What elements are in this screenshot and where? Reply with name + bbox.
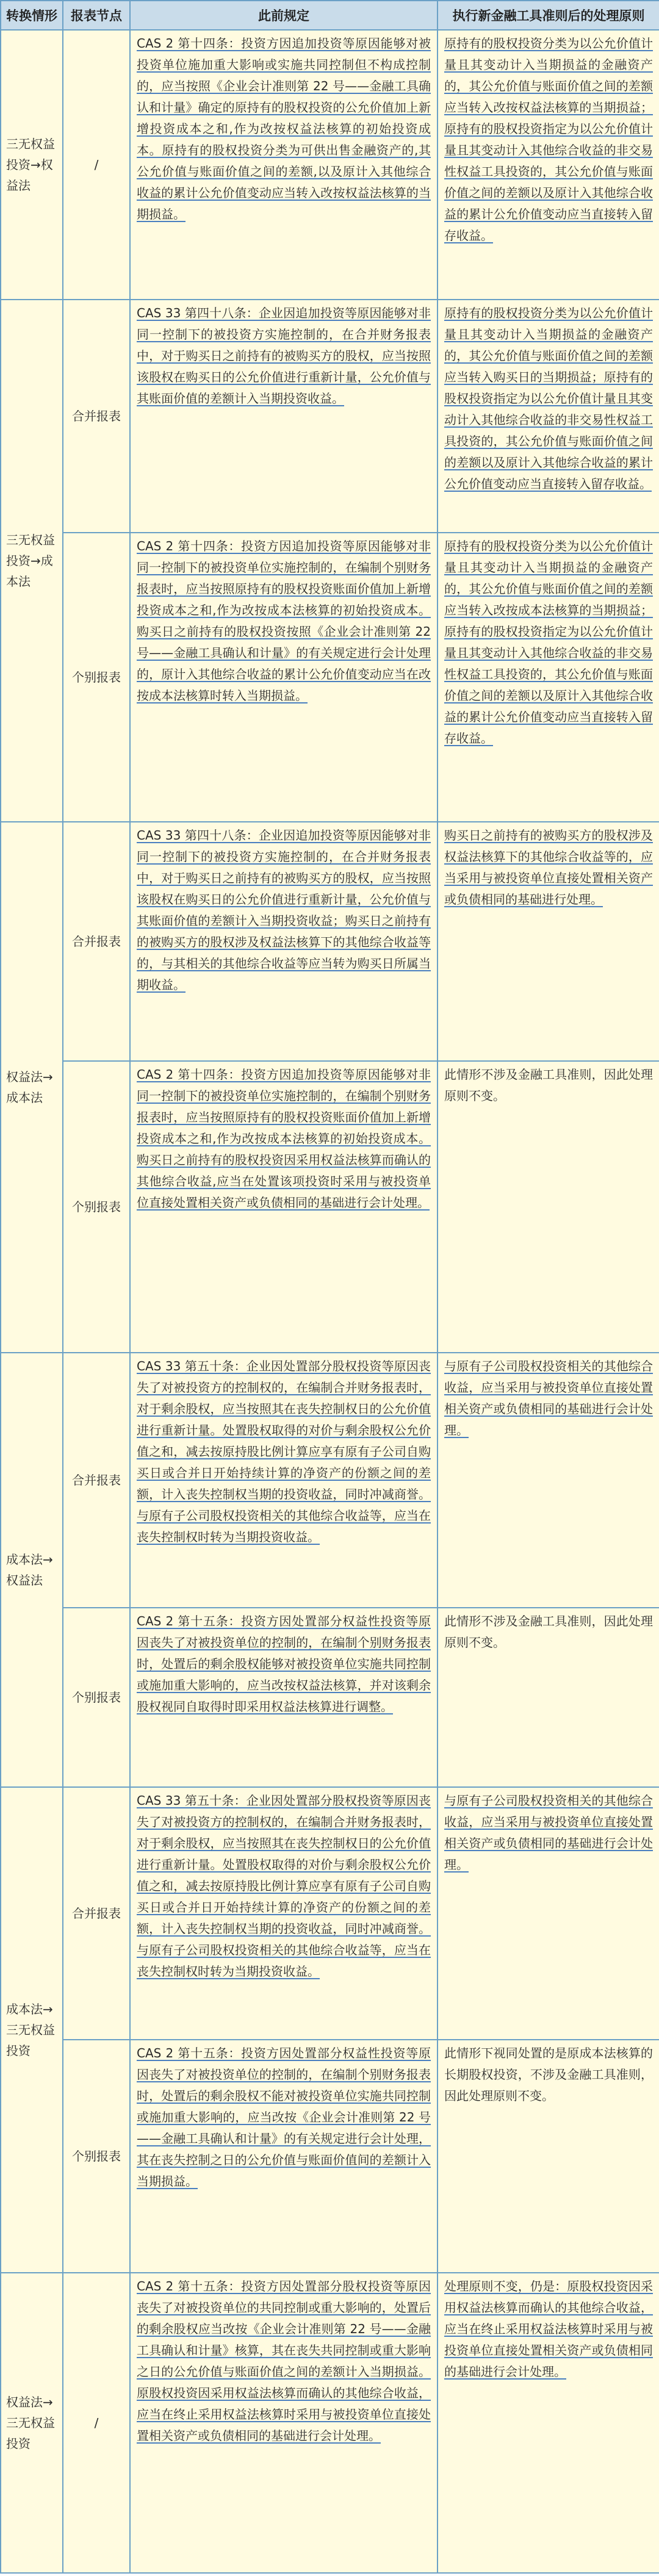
previous-rule bbox=[130, 822, 438, 1061]
report-node: / bbox=[63, 30, 130, 300]
previous-rule-text: CAS 2 第十四条：投资方因追加投资等原因能够对非同一控制下的被投资单位实施控制的，在编制个别财务报表时，应当按照原持有的股权投资账面价值加上新增投资成本之和,作为改按成本法核算的初始投资成本。购买日之前持有的股权投资按照《企业会计准则第 22 号——金融工具确认和计量》的有关规定进行会计处理的，原计入其他综合收益的累计公允价值变动应当在改按成本法核算时转入当期损益。 bbox=[137, 539, 431, 703]
table-row bbox=[1, 1787, 659, 2040]
previous-rule-text: CAS 2 第十五条：投资方因处置部分权益性投资等原因丧失了对被投资单位的控制的，在编制个别财务报表时，处置后的剩余股权能够对被投资单位实施共同控制或施加重大影响的，应当改按权益法核算，并对该剩余股权视同自取得时即采用权益法核算进行调整。 bbox=[137, 1614, 431, 1714]
new-principle-text: 此情形下视同处置的是原成本法核算的长期股权投资，不涉及金融工具准则，因此处理原则不变。 bbox=[444, 2046, 653, 2103]
table-row bbox=[1, 533, 659, 822]
new-principle-text: 与原有子公司股权投资相关的其他综合收益，应当采用与被投资单位直接处置相关资产或负债相同的基础进行会计处理。 bbox=[444, 1793, 653, 1872]
transition-type: 三无权益投资→权益法 bbox=[1, 30, 63, 300]
new-principle bbox=[438, 2273, 659, 2573]
table-row bbox=[1, 30, 659, 300]
table-row bbox=[1, 2273, 659, 2573]
new-principle bbox=[438, 1608, 659, 1787]
new-principle bbox=[438, 30, 659, 300]
new-principle bbox=[438, 1787, 659, 2040]
transition-type: 权益法→成本法 bbox=[1, 822, 63, 1353]
report-node: 合并报表 bbox=[63, 1353, 130, 1608]
new-principle-text: 原持有的股权投资分类为以公允价值计量且其变动计入当期损益的金融资产的，其公允价值与账面价值之间的差额应当转入改按成本法核算的当期损益；原持有的股权投资指定为以公允价值计量且其变动计入其他综合收益的非交易性权益工具投资的，其公允价值与账面价值之间的差额以及原计入其他综合收益的累计公允价值变动应当直接转入留存收益。 bbox=[444, 539, 653, 746]
new-principle-text: 此情形不涉及金融工具准则，因此处理原则不变。 bbox=[444, 1614, 653, 1650]
new-principle-text: 处理原则不变，仍是：原股权投资因采用权益法核算而确认的其他综合收益，应当在终止采用权益法核算时采用与被投资单位直接处置相关资产或负债相同的基础进行会计处理。 bbox=[444, 2279, 653, 2379]
new-principle-text: 此情形不涉及金融工具准则，因此处理原则不变。 bbox=[444, 1067, 653, 1103]
new-principle-text: 原持有的股权投资分类为以公允价值计量且其变动计入当期损益的金融资产的，其公允价值与账面价值之间的差额应当转入改按权益法核算的当期损益；原持有的股权投资指定为以公允价值计量且其变动计入其他综合收益的非交易性权益工具投资的，其公允价值与账面价值之间的差额以及原计入其他综合收益的累计公允价值变动应当直接转入留存收益。 bbox=[444, 36, 653, 243]
table-row bbox=[1, 1608, 659, 1787]
previous-rule bbox=[130, 2273, 438, 2573]
report-node: 个别报表 bbox=[63, 2040, 130, 2273]
previous-rule bbox=[130, 30, 438, 300]
header-after: 执行新金融工具准则后的处理原则 bbox=[438, 1, 659, 30]
header-type: 转换情形 bbox=[1, 1, 63, 30]
previous-rule bbox=[130, 2040, 438, 2273]
report-node: / bbox=[63, 2273, 130, 2573]
table-row bbox=[1, 300, 659, 533]
report-node: 个别报表 bbox=[63, 1061, 130, 1353]
header-before: 此前规定 bbox=[130, 1, 438, 30]
previous-rule-text: CAS 33 第五十条：企业因处置部分股权投资等原因丧失了对被投资方的控制权的，在编制合并财务报表时，对于剩余股权，应当按照其在丧失控制权日的公允价值进行重新计量。处置股权取得的对价与剩余股权公允价值之和，减去按原持股比例计算应享有原有子公司自购买日或合并日开始持续计算的净资产的份额之间的差额，计入丧失控制权当期的投资收益，同时冲减商誉。与原有子公司股权投资相关的其他综合收益等，应当在丧失控制权时转为当期投资收益。 bbox=[137, 1793, 431, 1979]
table-row bbox=[1, 1353, 659, 1608]
table-row bbox=[1, 1061, 659, 1353]
transition-type: 权益法→三无权益投资 bbox=[1, 2273, 63, 2573]
table-row bbox=[1, 2040, 659, 2273]
header-row bbox=[1, 1, 659, 30]
transition-type: 成本法→权益法 bbox=[1, 1353, 63, 1787]
previous-rule-text: CAS 33 第四十八条：企业因追加投资等原因能够对非同一控制下的被投资方实施控制的，在合并财务报表中，对于购买日之前持有的被购买方的股权，应当按照该股权在购买日的公允价值进行重新计量，公允价值与其账面价值的差额计入当期投资收益。 bbox=[137, 306, 431, 406]
previous-rule bbox=[130, 300, 438, 533]
previous-rule bbox=[130, 1787, 438, 2040]
previous-rule-text: CAS 2 第十四条：投资方因追加投资等原因能够对被投资单位施加重大影响或实施共同控制但不构成控制的，应当按照《企业会计准则第 22 号——金融工具确认和计量》确定的原持有的股权投资的公允价值加上新增投资成本之和,作为改按权益法核算的初始投资成本。原持有的股权投资分类为可供出售金融资产的,其公允价值与账面价值之间的差额,以及原计入其他综合收益的累计公允价值变动应当转入改按权益法核算的当期损益。 bbox=[137, 36, 431, 221]
table-row bbox=[1, 822, 659, 1061]
previous-rule bbox=[130, 533, 438, 822]
report-node: 个别报表 bbox=[63, 533, 130, 822]
new-principle bbox=[438, 1353, 659, 1608]
previous-rule-text: CAS 33 第四十八条：企业因追加投资等原因能够对非同一控制下的被投资方实施控制的，在合并财务报表中，对于购买日之前持有的被购买方的股权，应当按照该股权在购买日的公允价值进行重新计量，公允价值与其账面价值的差额计入当期投资收益；购买日之前持有的被购买方的股权涉及权益法核算下的其他综合收益等的，与其相关的其他综合收益等应当转为购买日所属当期收益。 bbox=[137, 828, 431, 992]
previous-rule-text: CAS 33 第五十条：企业因处置部分股权投资等原因丧失了对被投资方的控制权的，在编制合并财务报表时，对于剩余股权，应当按照其在丧失控制权日的公允价值进行重新计量。处置股权取得的对价与剩余股权公允价值之和，减去按原持股比例计算应享有原有子公司自购买日或合并日开始持续计算的净资产的份额之间的差额，计入丧失控制权当期的投资收益，同时冲减商誉。与原有子公司股权投资相关的其他综合收益等，应当在丧失控制权时转为当期投资收益。 bbox=[137, 1359, 431, 1544]
report-node: 合并报表 bbox=[63, 300, 130, 533]
new-principle bbox=[438, 822, 659, 1061]
previous-rule bbox=[130, 1061, 438, 1353]
transition-type: 三无权益投资→成本法 bbox=[1, 300, 63, 822]
new-principle-text: 原持有的股权投资分类为以公允价值计量且其变动计入当期损益的金融资产的，其公允价值与账面价值之间的差额应当转入购买日的当期损益；原持有的股权投资指定为以公允价值计量且其变动计入其他综合收益的非交易性权益工具投资的，其公允价值与账面价值之间的差额以及原计入其他综合收益的累计公允价值变动应当直接转入留存收益。 bbox=[444, 306, 653, 491]
new-principle-text: 购买日之前持有的被购买方的股权涉及权益法核算下的其他综合收益等的，应当采用与被投资单位直接处置相关资产或负债相同的基础进行处理。 bbox=[444, 828, 653, 907]
new-principle bbox=[438, 533, 659, 822]
transition-type: 成本法→三无权益投资 bbox=[1, 1787, 63, 2273]
previous-rule bbox=[130, 1608, 438, 1787]
previous-rule-text: CAS 2 第十五条：投资方因处置部分股权投资等原因丧失了对被投资单位的共同控制或重大影响的，处置后的剩余股权应当改按《企业会计准则第 22 号——金融工具确认和计量》核算，其在丧失共同控制或重大影响之日的公允价值与账面价值之间的差额计入当期损益。原股权投资因采用权益法核算而确认的其他综合收益，应当在终止采用权益法核算时采用与被投资单位直接处置相关资产或负债相同的基础进行会计处理。 bbox=[137, 2279, 431, 2443]
previous-rule-text: CAS 2 第十四条：投资方因追加投资等原因能够对非同一控制下的被投资单位实施控制的，在编制个别财务报表时，应当按照原持有的股权投资账面价值加上新增投资成本之和,作为改按成本法核算的初始投资成本。购买日之前持有的股权投资因采用权益法核算而确认的其他综合收益,应当在处置该项投资时采用与被投资单位直接处置相关资产或负债相同的基础进行会计处理。 bbox=[137, 1067, 431, 1210]
new-principle-text: 与原有子公司股权投资相关的其他综合收益，应当采用与被投资单位直接处置相关资产或负债相同的基础进行会计处理。 bbox=[444, 1359, 653, 1437]
report-node: 合并报表 bbox=[63, 1787, 130, 2040]
previous-rule-text: CAS 2 第十五条：投资方因处置部分权益性投资等原因丧失了对被投资单位的控制的，在编制个别财务报表时，处置后的剩余股权不能对被投资单位实施共同控制或施加重大影响的，应当改按《企业会计准则第 22 号——金融工具确认和计量》的有关规定进行会计处理，其在丧失控制之日的公允价值与账面价值间的差额计入当期损益。 bbox=[137, 2046, 431, 2189]
new-principle bbox=[438, 1061, 659, 1353]
header-node: 报表节点 bbox=[63, 1, 130, 30]
report-node: 个别报表 bbox=[63, 1608, 130, 1787]
new-principle bbox=[438, 2040, 659, 2273]
previous-rule bbox=[130, 1353, 438, 1608]
report-node: 合并报表 bbox=[63, 822, 130, 1061]
new-principle bbox=[438, 300, 659, 533]
